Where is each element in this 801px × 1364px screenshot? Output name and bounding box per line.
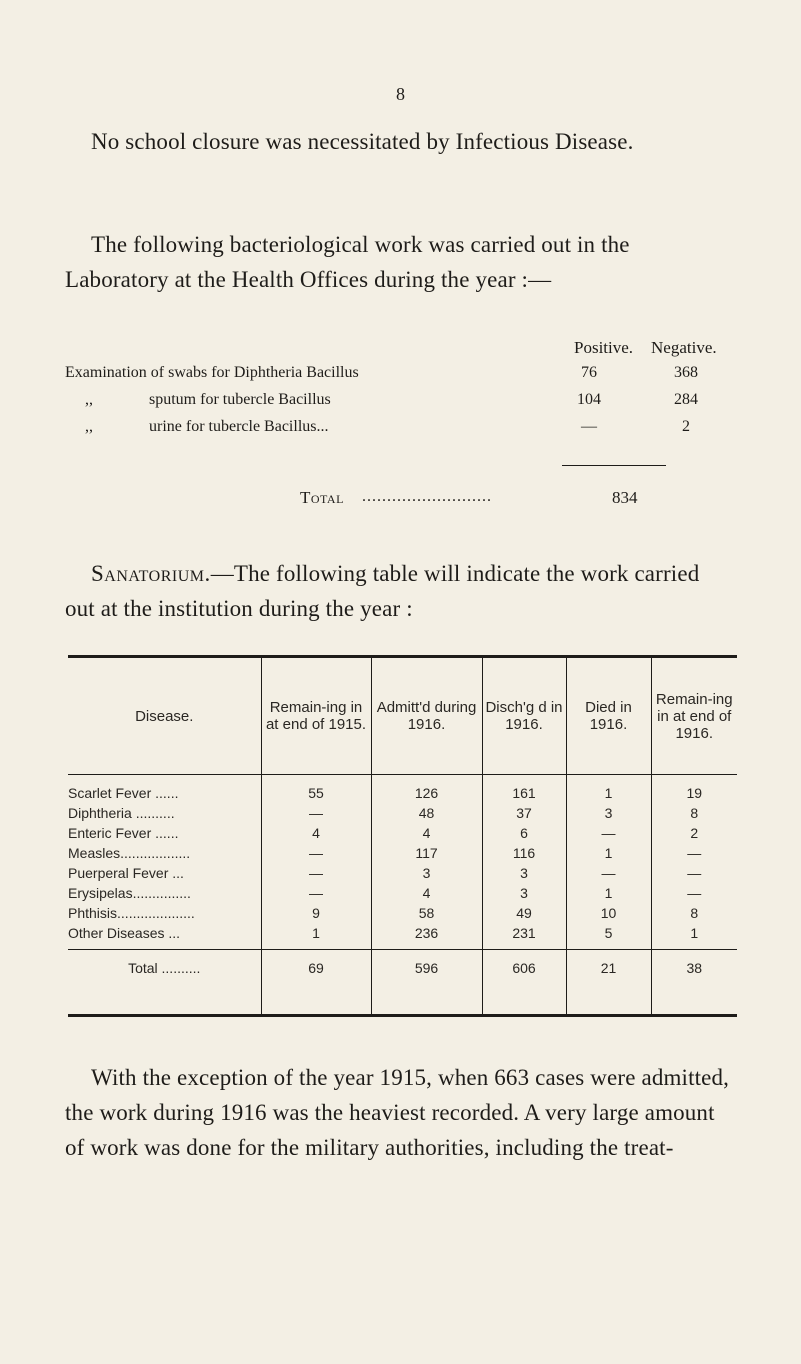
cell-died: 5 — [566, 923, 651, 950]
table-total-row — [68, 950, 737, 1015]
total-discharged: 606 — [482, 950, 566, 1015]
cell-remain-1915: — — [261, 883, 371, 903]
cell-admitted: 48 — [371, 803, 482, 823]
closure-paragraph: No school closure was necessitated by Infectious Disease. — [91, 129, 634, 154]
cell-admitted: 3 — [371, 863, 482, 883]
cell-disease: Erysipelas............... — [68, 885, 191, 901]
cell-discharged: 161 — [482, 775, 566, 804]
total-label: Total .......... — [68, 950, 261, 1015]
header-remain-1915: Remain-ing in at end of 1915. — [261, 658, 371, 775]
cell-died: 1 — [566, 843, 651, 863]
cell-remain-1915: — — [261, 803, 371, 823]
table-row — [68, 863, 737, 883]
bact-row-negative: 2 — [682, 418, 690, 435]
cell-died: — — [566, 863, 651, 883]
cell-remain-1916: 8 — [651, 903, 737, 923]
cell-died: 10 — [566, 903, 651, 923]
bacteriology-intro-paragraph: The following bacteriological work was carried out in the Laboratory at the Health Offices during the year :— — [65, 232, 630, 292]
cell-remain-1916: 1 — [651, 923, 737, 950]
ditto-mark: ,, — [85, 391, 93, 408]
table-row — [68, 775, 737, 804]
cell-disease: Phthisis.................... — [68, 905, 195, 921]
table-row — [68, 883, 737, 903]
header-remain-1916: Remain-ing in at end of 1916. — [651, 658, 737, 775]
negative-header: Negative. — [651, 338, 717, 357]
cell-admitted: 4 — [371, 883, 482, 903]
positive-header: Positive. — [574, 338, 634, 357]
total-died: 21 — [566, 950, 651, 1015]
cell-remain-1915: 9 — [261, 903, 371, 923]
bact-total-leader: .......................... — [362, 488, 492, 505]
cell-discharged: 37 — [482, 803, 566, 823]
bact-row-positive: 104 — [577, 391, 601, 408]
cell-disease: Measles.................. — [68, 845, 191, 861]
cell-remain-1916: — — [651, 843, 737, 863]
cell-admitted: 58 — [371, 903, 482, 923]
cell-remain-1915: 55 — [261, 775, 371, 804]
cell-remain-1916: 19 — [651, 775, 737, 804]
cell-discharged: 116 — [482, 843, 566, 863]
bact-row-label: sputum for tubercle Bacillus — [149, 391, 331, 408]
cell-disease: Enteric Fever ...... — [68, 825, 179, 841]
cell-died: 1 — [566, 883, 651, 903]
cell-remain-1915: — — [261, 843, 371, 863]
header-discharged: Disch'g d in 1916. — [482, 658, 566, 775]
bact-row-negative: 284 — [674, 391, 698, 408]
cell-died: 3 — [566, 803, 651, 823]
table-header-row — [68, 658, 737, 775]
cell-disease: Other Diseases ... — [68, 925, 181, 941]
total-admitted: 596 — [371, 950, 482, 1015]
cell-discharged: 3 — [482, 863, 566, 883]
cell-remain-1916: 2 — [651, 823, 737, 843]
sanatorium-heading: Sanatorium. — [91, 561, 211, 586]
sanatorium-text: —The following table will indicate the work carried out at the institution during the year : — [65, 561, 700, 621]
bact-total-value: 834 — [612, 488, 638, 507]
cell-died: 1 — [566, 775, 651, 804]
sanatorium-table — [68, 655, 737, 1017]
cell-discharged: 231 — [482, 923, 566, 950]
table-row — [68, 843, 737, 863]
cell-remain-1915: — — [261, 863, 371, 883]
total-remain-1916: 38 — [651, 950, 737, 1015]
cell-disease: Diphtheria .......... — [68, 805, 175, 821]
header-admitted: Admitt'd during 1916. — [371, 658, 482, 775]
page-number: 8 — [396, 84, 405, 104]
bact-row-positive: 76 — [581, 364, 597, 381]
closing-paragraph: With the exception of the year 1915, when 663 cases were admitted, the work during 1916 was the heaviest recorded. A very large amount of work was done for the military authorities, including the treat- — [65, 1065, 730, 1160]
cell-remain-1915: 4 — [261, 823, 371, 843]
bact-row-positive: — — [581, 418, 597, 435]
cell-admitted: 126 — [371, 775, 482, 804]
cell-remain-1916: — — [651, 883, 737, 903]
cell-remain-1915: 1 — [261, 923, 371, 950]
total-remain-1915: 69 — [261, 950, 371, 1015]
cell-discharged: 49 — [482, 903, 566, 923]
sanatorium-paragraph — [65, 556, 735, 626]
cell-admitted: 4 — [371, 823, 482, 843]
cell-remain-1916: — — [651, 863, 737, 883]
table-row — [68, 923, 737, 950]
bact-row-negative: 368 — [674, 364, 698, 381]
cell-disease: Scarlet Fever ...... — [68, 785, 179, 801]
cell-disease: Puerperal Fever ... — [68, 865, 184, 881]
total-rule — [562, 465, 666, 466]
cell-died: — — [566, 823, 651, 843]
header-died: Died in 1916. — [566, 658, 651, 775]
table-row — [68, 903, 737, 923]
cell-discharged: 6 — [482, 823, 566, 843]
bact-row-label: urine for tubercle Bacillus... — [149, 418, 329, 435]
table-bottom-rule — [68, 1014, 737, 1017]
cell-admitted: 117 — [371, 843, 482, 863]
ditto-mark: ,, — [85, 418, 93, 435]
bact-total-label: Total — [300, 488, 344, 507]
table-row — [68, 803, 737, 823]
header-disease: Disease. — [68, 658, 261, 775]
cell-remain-1916: 8 — [651, 803, 737, 823]
bact-row-label: Examination of swabs for Diphtheria Bacillus — [65, 364, 359, 381]
cell-admitted: 236 — [371, 923, 482, 950]
cell-discharged: 3 — [482, 883, 566, 903]
table-row — [68, 823, 737, 843]
